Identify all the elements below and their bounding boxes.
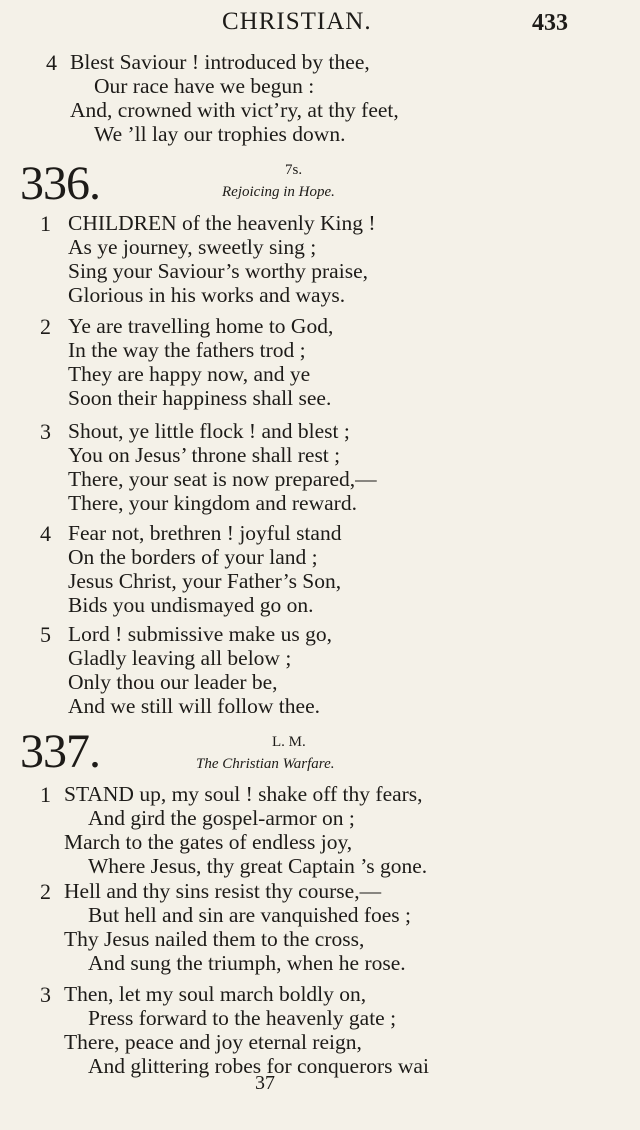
stanza-number: 4 xyxy=(40,521,51,546)
verse-line: There, your kingdom and reward. xyxy=(68,491,357,515)
stanza-number: 5 xyxy=(40,622,51,647)
signature-mark: 37 xyxy=(255,1072,275,1094)
verse-line: As ye journey, sweetly sing ; xyxy=(68,235,317,259)
hymn-number: 336. xyxy=(20,157,100,210)
verse-line: Lord ! submissive make us go, xyxy=(68,622,332,646)
hymn-subtitle: Rejoicing in Hope. xyxy=(222,184,335,200)
stanza-number: 3 xyxy=(40,419,51,444)
verse-line: CHILDREN of the heavenly King ! xyxy=(68,211,376,235)
page-number: 433 xyxy=(532,10,568,36)
stanza-number: 1 xyxy=(40,782,51,807)
verse-line: Fear not, brethren ! joyful stand xyxy=(68,521,342,545)
verse-line: Where Jesus, thy great Captain ’s gone. xyxy=(88,854,428,878)
verse-line: Then, let my soul march boldly on, xyxy=(64,982,367,1006)
verse-line: Soon their happiness shall see. xyxy=(68,386,332,410)
page-header xyxy=(0,8,640,42)
verse-line: Jesus Christ, your Father’s Son, xyxy=(68,569,342,593)
verse-line: We ’ll lay our trophies down. xyxy=(94,122,346,146)
running-title: CHRISTIAN. xyxy=(222,8,372,35)
verse-line: And gird the gospel-armor on ; xyxy=(88,806,355,830)
verse-line: And glittering robes for conquerors wai xyxy=(88,1054,429,1078)
stanza-number: 2 xyxy=(40,879,51,904)
verse-line: On the borders of your land ; xyxy=(68,545,318,569)
verse-line: Only thou our leader be, xyxy=(68,670,278,694)
stanza-number: 1 xyxy=(40,211,51,236)
hymn-meter: L. M. xyxy=(272,734,306,750)
verse-line: March to the gates of endless joy, xyxy=(64,830,353,854)
verse-line: There, peace and joy eternal reign, xyxy=(64,1030,362,1054)
hymn-number: 337. xyxy=(20,725,100,778)
verse-line: And, crowned with vict’ry, at thy feet, xyxy=(70,98,399,122)
verse-line: Glorious in his works and ways. xyxy=(68,283,346,307)
verse-line: Press forward to the heavenly gate ; xyxy=(88,1006,397,1030)
stanza-number: 4 xyxy=(46,50,57,75)
verse-line: Gladly leaving all below ; xyxy=(68,646,292,670)
verse-line: And we still will follow thee. xyxy=(68,694,320,718)
verse-line: Sing your Saviour’s worthy praise, xyxy=(68,259,368,283)
verse-line: STAND up, my soul ! shake off thy fears, xyxy=(64,782,423,806)
verse-line: And sung the triumph, when he rose. xyxy=(88,951,406,975)
verse-line: Ye are travelling home to God, xyxy=(68,314,334,338)
verse-line: Shout, ye little flock ! and blest ; xyxy=(68,419,350,443)
verse-line: Blest Saviour ! introduced by thee, xyxy=(70,50,370,74)
hymn-subtitle: The Christian Warfare. xyxy=(196,756,335,772)
verse-line: In the way the fathers trod ; xyxy=(68,338,306,362)
stanza-number: 3 xyxy=(40,982,51,1007)
verse-line: They are happy now, and ye xyxy=(68,362,311,386)
stanza-number: 2 xyxy=(40,314,51,339)
verse-line: Our race have we begun : xyxy=(94,74,315,98)
verse-line: Thy Jesus nailed them to the cross, xyxy=(64,927,365,951)
verse-line: But hell and sin are vanquished foes ; xyxy=(88,903,412,927)
verse-line: Hell and thy sins resist thy course,— xyxy=(64,879,382,903)
verse-line: There, your seat is now prepared,— xyxy=(68,467,377,491)
verse-line: You on Jesus’ throne shall rest ; xyxy=(68,443,341,467)
verse-line: Bids you undismayed go on. xyxy=(68,593,314,617)
hymn-meter: 7s. xyxy=(285,162,303,178)
